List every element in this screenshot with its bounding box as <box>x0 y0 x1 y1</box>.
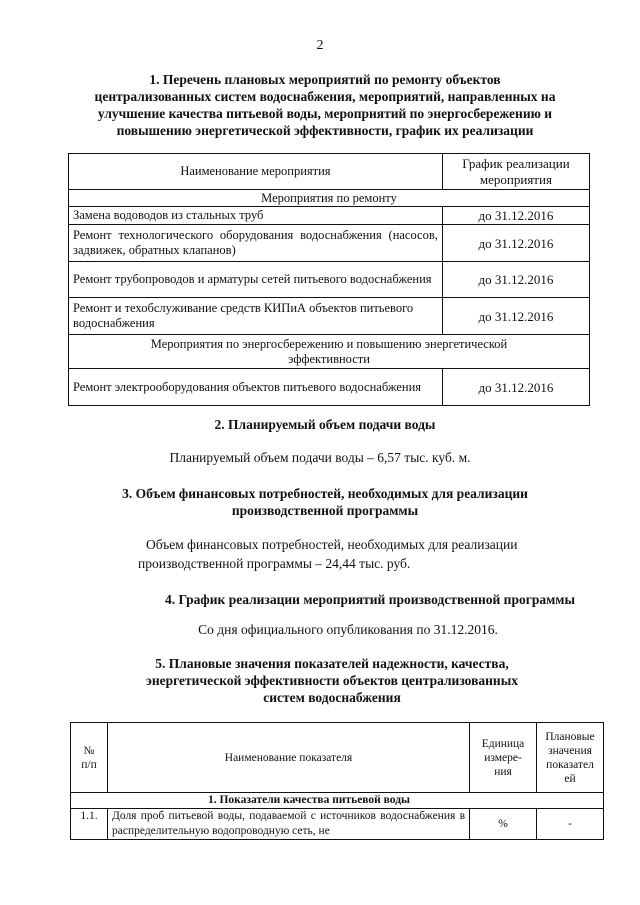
section-5-title <box>62 655 602 706</box>
activities-table <box>68 153 590 406</box>
activity-date: до 31.12.2016 <box>442 207 589 225</box>
section-5-title-line: 5. Плановые значения показателей надежности, качества, <box>155 656 509 671</box>
group-row-quality <box>71 793 604 809</box>
group-row-repair <box>69 190 590 207</box>
table-row <box>69 369 590 406</box>
section-1-title <box>60 71 590 139</box>
section-5-title-line: энергетической эффективности объектов централизованных <box>145 673 518 688</box>
section-3-text <box>138 535 518 573</box>
header-unit <box>470 723 537 793</box>
section-3-title-line: производственной программы <box>231 503 419 518</box>
table-row <box>71 809 604 840</box>
activity-name: Замена водоводов из стальных труб <box>69 207 443 225</box>
section-1-title-line: улучшение качества питьевой воды, мероприятий по энергосбережению и <box>97 106 553 121</box>
header-unit-line: измере- <box>484 751 522 764</box>
header-value-line: Плановые <box>545 730 595 743</box>
section-2-title: 2. Планируемый объем подачи воды <box>214 417 436 432</box>
indicator-unit: % <box>470 809 537 840</box>
activity-date: до 31.12.2016 <box>442 369 589 406</box>
indicator-number: 1.1. <box>71 809 108 840</box>
header-value-line: показател <box>546 758 594 771</box>
section-3-title <box>60 485 590 519</box>
header-planned-value <box>537 723 604 793</box>
header-schedule-line: График реализации <box>462 155 570 171</box>
header-value-line: ей <box>564 772 576 785</box>
section-4-title: 4. График реализации мероприятий производственной программы <box>164 592 576 607</box>
table-row <box>69 225 590 262</box>
table-row <box>69 207 590 225</box>
indicators-table <box>70 722 604 840</box>
activity-date: до 31.12.2016 <box>442 262 589 298</box>
group-repair-label: Мероприятия по ремонту <box>69 190 590 207</box>
activity-name: Ремонт электрооборудования объектов питьевого водоснабжения <box>69 369 443 406</box>
header-unit-line: Единица <box>481 737 525 750</box>
group-energy-label: Мероприятия по энергосбережению и повышению энергетической эффективности <box>69 335 590 369</box>
activity-date: до 31.12.2016 <box>442 298 589 335</box>
table-row <box>69 262 590 298</box>
section-3-text-line: Объем финансовых потребностей, необходимых для реализации <box>146 537 518 552</box>
header-schedule-line: мероприятия <box>479 171 552 187</box>
header-activity-name: Наименование мероприятия <box>69 154 443 190</box>
section-1-title-line: 1. Перечень плановых мероприятий по ремонту объектов <box>149 72 501 87</box>
header-schedule <box>442 154 589 190</box>
section-3-title-line: 3. Объем финансовых потребностей, необходимых для реализации <box>122 486 528 501</box>
header-number-line: п/п <box>81 758 97 771</box>
table-header-row <box>69 154 590 190</box>
section-1-title-line: централизованных систем водоснабжения, мероприятий, направленных на <box>94 89 556 104</box>
section-4-text: Со дня официального опубликования по 31.12.2016. <box>198 622 498 637</box>
header-value-line: значения <box>548 744 592 757</box>
activity-date: до 31.12.2016 <box>442 225 589 262</box>
table-header-row <box>71 723 604 793</box>
indicator-name: Доля проб питьевой воды, подаваемой с источников водоснабжения в распределительную водопроводную сеть, не <box>108 809 470 840</box>
header-number-line: № <box>83 744 95 757</box>
section-2-text: Планируемый объем подачи воды – 6,57 тыс. куб. м. <box>169 450 471 465</box>
indicator-value: - <box>537 809 604 840</box>
header-unit-line: ния <box>494 765 512 778</box>
section-3-text-line: производственной программы – 24,44 тыс. руб. <box>138 556 411 571</box>
activity-name: Ремонт трубопроводов и арматуры сетей питьевого водоснабжения <box>69 262 443 298</box>
table-row <box>69 298 590 335</box>
section-1-title-line: повышению энергетической эффективности, график их реализации <box>116 123 534 138</box>
header-indicator-name: Наименование показателя <box>108 723 470 793</box>
section-5-title-line: систем водоснабжения <box>263 690 401 705</box>
group-quality-label: 1. Показатели качества питьевой воды <box>71 793 604 809</box>
group-row-energy <box>69 335 590 369</box>
page-number: 2 <box>316 38 324 53</box>
activity-name: Ремонт технологического оборудования водоснабжения (насосов, задвижек, обратных клапанов) <box>69 225 443 262</box>
header-number <box>71 723 108 793</box>
activity-name: Ремонт и техобслуживание средств КИПиА объектов питьевого водоснабжения <box>69 298 443 335</box>
